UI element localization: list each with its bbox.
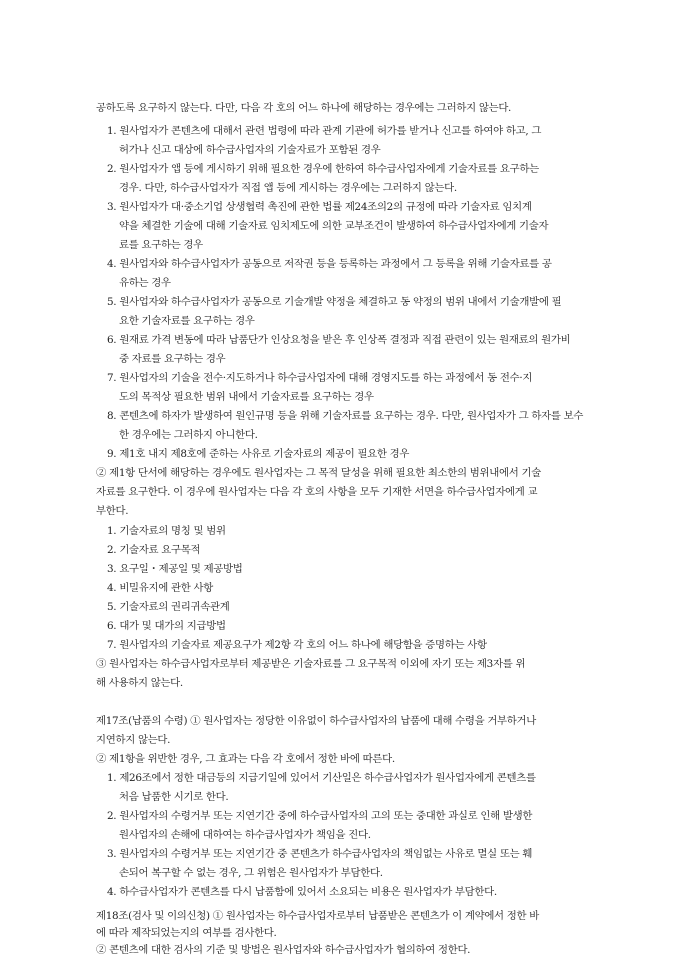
list-item: 7. 원사업자의 기술을 전수·지도하거나 하수급사업자에 대해 경영지도를 하는 과정에서 동 전수·지: [107, 372, 533, 384]
list-item: 3. 요구일・제공일 및 제공방법: [107, 563, 243, 575]
article-heading-line: 제18조(검사 및 이의신청) ① 원사업자는 하수급사업자로부터 납품받은 콘텐츠가 이 계약에서 정한 바: [96, 910, 540, 922]
list-item: 2. 원사업자의 수령거부 또는 지연기간 중에 하수급사업자의 고의 또는 중대한 과실로 인해 발생한: [107, 810, 533, 822]
list-item: 1. 기술자료의 명칭 및 범위: [107, 525, 226, 537]
paragraph-line: ③ 원사업자는 하수급사업자로부터 제공받은 기술자료를 그 요구목적 이외에 자기 또는 제3자를 위: [96, 658, 526, 670]
list-item: 9. 제1호 내지 제8호에 준하는 사유로 기술자료의 제공이 필요한 경우: [107, 448, 410, 460]
text-line: 공하도록 요구하지 않는다. 다만, 다음 각 호의 어느 하나에 해당하는 경우에는 그러하지 않는다.: [96, 102, 512, 114]
list-item: 2. 원사업자가 앱 등에 게시하기 위해 필요한 경우에 한하여 하수급사업자에게 기술자료를 요구하는: [107, 163, 539, 175]
paragraph-line: ② 제1항을 위반한 경우, 그 효과는 다음 각 호에서 정한 바에 따른다.: [96, 753, 395, 765]
text-line: 한 경우에는 그러하지 아니한다.: [119, 429, 258, 441]
article-heading-line: 제17조(납품의 수령) ① 원사업자는 정당한 이유없이 하수급사업자의 납품에 대해 수령을 거부하거나: [96, 715, 537, 727]
list-item: 6. 원재료 가격 변동에 따라 납품단가 인상요청을 받은 후 인상폭 결정과 직접 관련이 있는 원재료의 원가비: [107, 334, 571, 346]
text-line: 중 자료를 요구하는 경우: [119, 353, 226, 365]
list-item: 5. 원사업자와 하수급사업자가 공동으로 기술개발 약정을 체결하고 동 약정의 범위 내에서 기술개발에 필: [107, 296, 562, 308]
text-line: 료를 요구하는 경우: [119, 239, 203, 251]
text-line: 도의 목적상 필요한 범위 내에서 기술자료를 요구하는 경우: [119, 391, 374, 403]
paragraph-line: 해 사용하지 않는다.: [96, 677, 183, 689]
list-item: 4. 비밀유지에 관한 사항: [107, 582, 213, 594]
text-line: 요한 기술자료를 요구하는 경우: [119, 315, 255, 327]
text-line: 처음 납품한 시기로 한다.: [119, 791, 229, 803]
list-item: 1. 원사업자가 콘텐츠에 대해서 관련 법령에 따라 관계 기관에 허가를 받거나 신고를 하여야 하고, 그: [107, 125, 542, 137]
paragraph-line: 에 따라 제작되었는지의 여부를 검사한다.: [96, 927, 277, 939]
list-item: 2. 기술자료 요구목적: [107, 544, 201, 556]
list-item: 4. 하수급사업자가 콘텐츠를 다시 납품함에 있어서 소요되는 비용은 원사업자가 부담한다.: [107, 886, 497, 898]
list-item: 7. 원사업자의 기술자료 제공요구가 제2항 각 호의 어느 하나에 해당함을 증명하는 사항: [107, 639, 487, 651]
list-item: 1. 제26조에서 정한 대금등의 지급기일에 있어서 기산일은 하수급사업자가 원사업자에게 콘텐츠를: [107, 772, 536, 784]
text-line: 원사업자의 손해에 대하여는 하수급사업자가 책임을 진다.: [119, 829, 371, 841]
text-line: 허가나 신고 대상에 하수급사업자의 기술자료가 포함된 경우: [119, 144, 381, 156]
list-item: 3. 원사업자가 대·중소기업 상생협력 촉진에 관한 법률 제24조의2의 규정에 따라 기술자료 임치계: [107, 201, 532, 213]
list-item: 5. 기술자료의 권리귀속관계: [107, 601, 230, 613]
list-item: 3. 원사업자의 수령거부 또는 지연기간 중 콘텐츠가 하수급사업자의 책임없는 사유로 멸실 또는 훼: [107, 848, 533, 860]
paragraph-line: ② 제1항 단서에 해당하는 경우에도 원사업자는 그 목적 달성을 위해 필요한 최소한의 범위내에서 기술: [96, 467, 541, 479]
paragraph-line: ② 콘텐츠에 대한 검사의 기준 및 방법은 원사업자와 하수급사업자가 협의하여 정한다.: [96, 944, 471, 956]
text-line: 유하는 경우: [119, 277, 171, 289]
list-item: 4. 원사업자와 하수급사업자가 공동으로 저작권 등을 등록하는 과정에서 그 등록을 위해 기술자료를 공: [107, 258, 552, 270]
paragraph-line: 부한다.: [96, 505, 129, 517]
paragraph-line: 지연하지 않는다.: [96, 734, 171, 746]
paragraph-line: 자료를 요구한다. 이 경우에 원사업자는 다음 각 호의 사항을 모두 기재한 서면을 하수급사업자에게 교: [96, 486, 538, 498]
list-item: 8. 콘텐츠에 하자가 발생하여 원인규명 등을 위해 기술자료를 요구하는 경우. 다만, 원사업자가 그 하자를 보수: [107, 410, 584, 422]
text-line: 약을 체결한 기술에 대해 기술자료 임치제도에 의한 교부조건이 발생하여 하수급사업자에게 기술자: [119, 220, 549, 232]
list-item: 6. 대가 및 대가의 지급방법: [107, 620, 226, 632]
text-line: 손되어 복구할 수 없는 경우, 그 위험은 원사업자가 부담한다.: [119, 867, 383, 879]
text-line: 경우. 다만, 하수급사업자가 직접 앱 등에 게시하는 경우에는 그러하지 않는다.: [119, 182, 457, 194]
